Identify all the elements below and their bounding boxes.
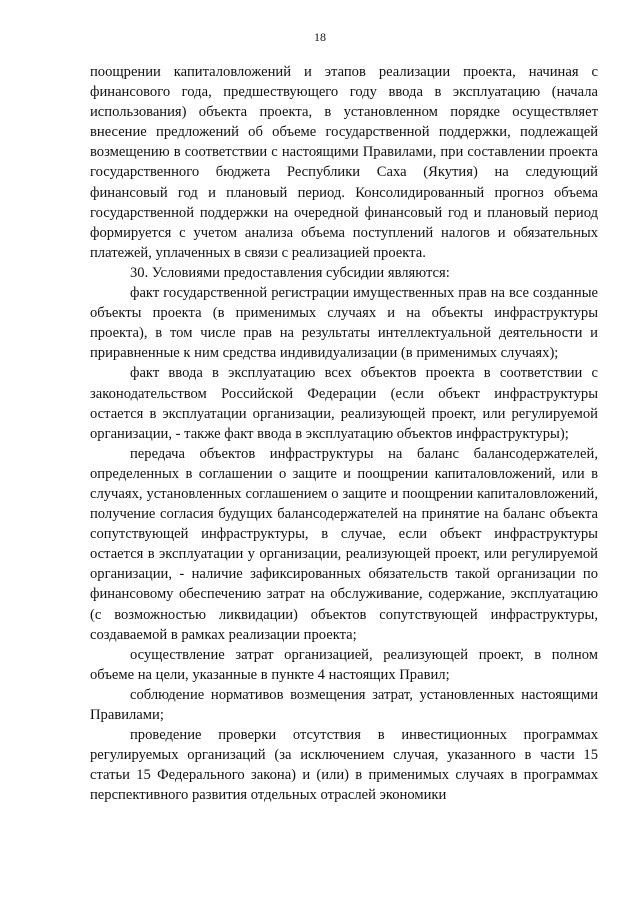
paragraph-costs-implementation: осуществление затрат организацией, реализующей проект, в полном объеме на цели, указанные в пункте 4 настоящих Правил;	[90, 646, 598, 683]
paragraph-reimbursement-norms: соблюдение нормативов возмещения затрат, установленных настоящими Правилами;	[90, 686, 598, 723]
paragraph-item-30: 30. Условиями предоставления субсидии являются:	[130, 264, 450, 281]
paragraph-infrastructure-transfer: передача объектов инфраструктуры на баланс балансодержателей, определенных в соглашении о защите и поощрении капиталовложений, или в случаях, установленных соглашением о защите и поощрении капиталовложений, получение согласия будущих балансодержателей на принятие на баланс объекта сопутствующей инфраструктуры, в случае, если объект инфраструктуры остается в эксплуатации у организации, реализующей проект, или регулируемой организации, - наличие зафиксированных обязательств такой организации по финансовому обеспечению затрат на обслуживание, содержание, эксплуатацию (с возможностью ликвидации) объектов сопутствующей инфраструктуры, создаваемой в рамках реализации проекта;	[90, 445, 598, 643]
paragraph-state-registration: факт государственной регистрации имущественных прав на все созданные объекты проекта (в применимых случаях и на объекты инфраструктуры проекта), в том числе прав на результаты интеллектуальной деятельности и приравненные к ним средства индивидуализации (в применимых случаях);	[90, 285, 598, 362]
paragraph-continuation: поощрении капиталовложений и этапов реализации проекта, начиная с финансового года, предшествующего году ввода в эксплуатацию (начала использования) объекта проекта, в установленном порядке осуществляет внесение предложений об объеме государственной поддержки, подлежащей возмещению в соответствии с настоящими Правилами, при составлении проекта государственного бюджета Республики Саха (Якутия) на следующий финансовый год и плановый период. Консолидированный прогноз объема государственной поддержки на очередной финансовый год и плановый период формируется с учетом анализа объема поступлений налогов и обязательных платежей, уплаченных в связи с реализацией проекта.	[90, 64, 598, 261]
document-body	[90, 62, 598, 805]
paragraph-commissioning: факт ввода в эксплуатацию всех объектов проекта в соответствии с законодательством Российской Федерации (если объект инфраструктуры остается в эксплуатации организации, реализующей проект, или регулируемой организации, - также факт ввода в эксплуатацию объектов инфраструктуры);	[90, 365, 598, 442]
page-number: 18	[314, 30, 326, 44]
paragraph-investment-check: проведение проверки отсутствия в инвестиционных программах регулируемых организаций (за исключением случая, указанного в части 15 статьи 15 Федерального закона) и (или) в применимых случаях в программах перспективного развития отдельных отраслей экономики	[90, 727, 598, 804]
